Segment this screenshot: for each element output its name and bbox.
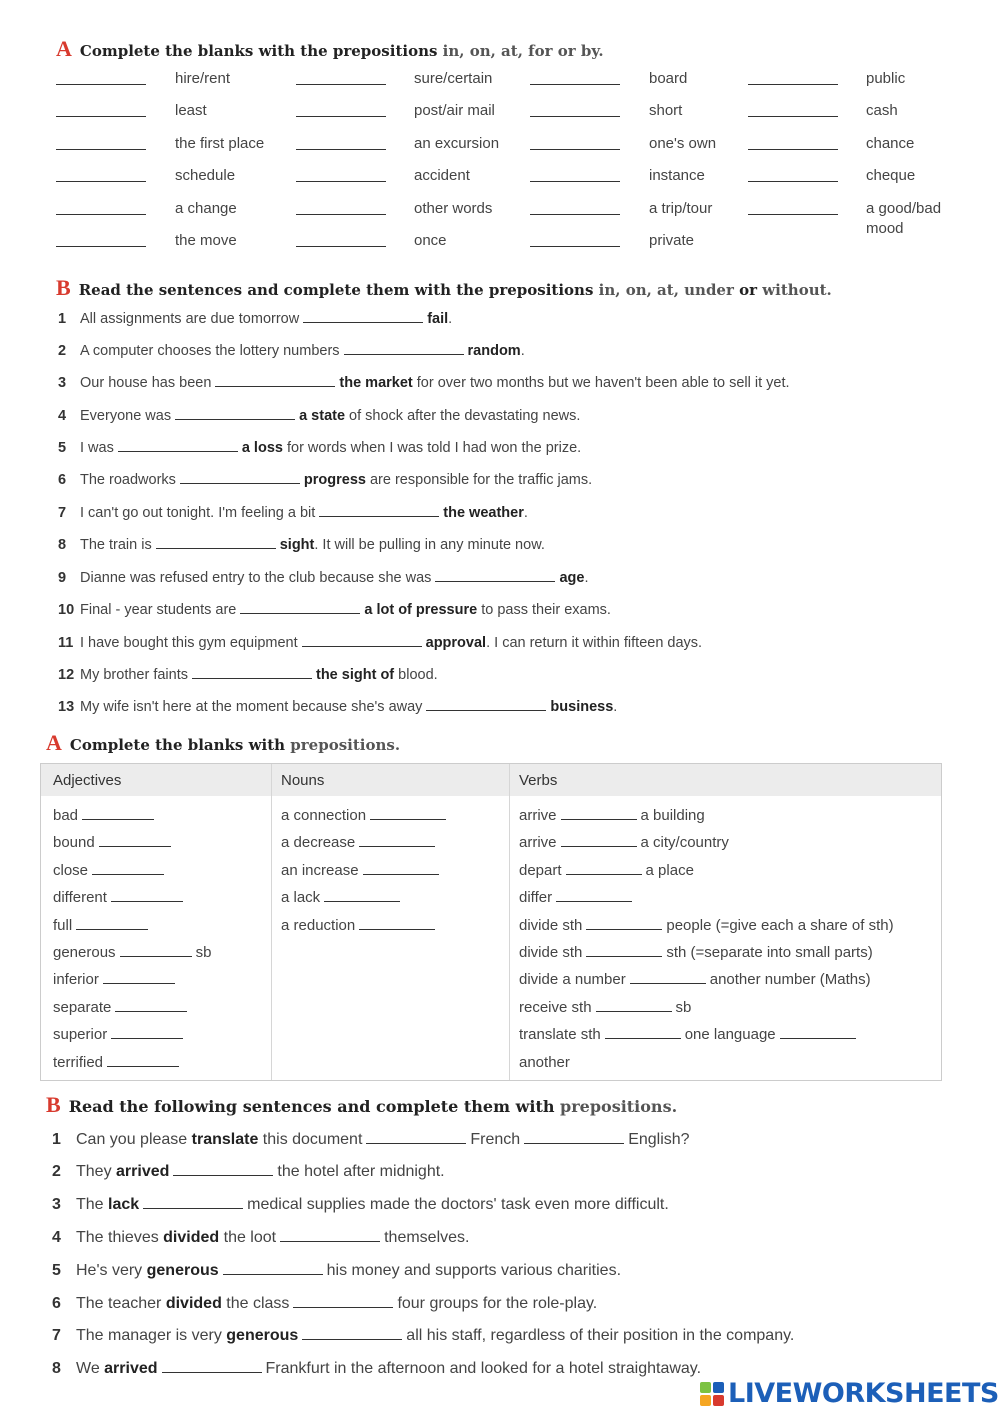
sentence-number: 10 xyxy=(58,602,75,618)
sentence-item xyxy=(58,375,790,391)
sentence-item xyxy=(52,1360,701,1378)
adjective-suffix: sb xyxy=(195,944,212,961)
answer-blank[interactable] xyxy=(156,538,276,549)
phrase-item: a trip/tour xyxy=(649,200,713,217)
section-a1-heading xyxy=(56,36,604,62)
adjective-item xyxy=(53,999,191,1016)
adjective-word: separate xyxy=(53,998,112,1016)
sentence-start: Dianne was refused entry to the club because she was xyxy=(80,570,432,586)
logo-text: LIVEWORKSHEETS xyxy=(728,1378,999,1409)
answer-blank[interactable] xyxy=(561,809,637,820)
sentence-end: . xyxy=(584,570,589,586)
sentence-number: 8 xyxy=(52,1360,61,1377)
answer-blank[interactable] xyxy=(82,809,154,820)
phrase-item: post/air mail xyxy=(414,102,495,119)
section-instructions: Complete the blanks with the prepositions xyxy=(79,42,443,60)
sentence-start: Our house has been xyxy=(80,375,212,391)
answer-blank[interactable] xyxy=(115,1001,187,1012)
phrase-item: cheque xyxy=(866,167,916,184)
sentence-word: French xyxy=(470,1131,521,1148)
sentence-keyword: approval xyxy=(425,635,487,651)
sentence-item xyxy=(58,440,581,456)
sentence-end: . xyxy=(520,343,525,359)
sentence-number: 6 xyxy=(52,1295,61,1312)
section-prepositions: in, on, at, for or by. xyxy=(442,42,604,60)
section-prepositions: in, on, at, under xyxy=(598,281,734,299)
header-adjectives: Adjectives xyxy=(53,772,122,789)
sentence-end: . It will be pulling in any minute now. xyxy=(314,537,545,553)
adjective-word: superior xyxy=(53,1026,108,1044)
adjective-item xyxy=(53,862,168,879)
adjective-item xyxy=(53,889,187,906)
verb-item xyxy=(519,971,871,988)
phrase-item: cash xyxy=(866,102,898,119)
answer-blank[interactable] xyxy=(530,181,620,182)
phrase-item: accident xyxy=(414,167,470,184)
phrase-item: the first place xyxy=(175,135,265,152)
adjective-word: inferior xyxy=(53,971,99,989)
column-divider xyxy=(509,764,510,1080)
answer-blank[interactable] xyxy=(215,376,335,387)
answer-blank[interactable] xyxy=(630,973,706,984)
verb-object: a place xyxy=(645,861,694,879)
verb-phrase: divide a number xyxy=(519,971,626,989)
answer-blank[interactable] xyxy=(748,181,838,182)
answer-blank[interactable] xyxy=(56,214,146,215)
sentence-number: 7 xyxy=(58,505,67,521)
sentence-start: The thieves xyxy=(76,1229,164,1246)
noun-word: a decrease xyxy=(281,834,356,852)
sentence-number: 2 xyxy=(58,343,67,359)
sentence-keyword: age xyxy=(559,570,585,586)
answer-blank[interactable] xyxy=(435,571,555,582)
phrase-item: hire/rent xyxy=(175,70,231,87)
sentence-item xyxy=(58,311,452,327)
answer-blank[interactable] xyxy=(118,441,238,452)
table-header-row xyxy=(41,764,941,796)
sentence-start: They xyxy=(76,1163,117,1180)
answer-blank[interactable] xyxy=(524,1133,624,1144)
answer-blank[interactable] xyxy=(596,1001,672,1012)
adjective-item xyxy=(53,917,152,934)
verb-item xyxy=(519,1026,860,1043)
phrase-item: a change xyxy=(175,200,237,217)
sentence-end: are responsible for the traffic jams. xyxy=(365,472,593,488)
sentence-keyword: a loss xyxy=(241,440,283,456)
phrase-item: least xyxy=(175,102,207,119)
sentence-end: medical supplies made the doctors' task even more difficult. xyxy=(247,1196,669,1213)
verb-item xyxy=(519,862,694,879)
adjective-word: generous xyxy=(53,944,116,961)
section-or: or xyxy=(733,281,763,299)
answer-blank[interactable] xyxy=(302,1329,402,1340)
sentence-end: blood. xyxy=(394,667,438,683)
noun-word: an increase xyxy=(281,861,359,879)
prepositions-table xyxy=(40,763,942,1081)
verb-item xyxy=(519,834,729,851)
sentence-end: of shock after the devastating news. xyxy=(345,408,581,424)
sentence-middle: this document xyxy=(258,1131,363,1148)
sentence-item xyxy=(58,505,528,521)
sentence-start: We xyxy=(76,1360,105,1377)
answer-blank[interactable] xyxy=(56,246,146,247)
answer-blank[interactable] xyxy=(240,603,360,614)
section-prepositions-last: without. xyxy=(762,281,832,299)
answer-blank[interactable] xyxy=(530,214,620,215)
section-prepositions: prepositions. xyxy=(290,736,401,754)
phrase-item: short xyxy=(649,102,683,119)
sentence-item xyxy=(52,1229,469,1247)
answer-blank[interactable] xyxy=(530,246,620,247)
answer-blank[interactable] xyxy=(748,116,838,117)
answer-blank[interactable] xyxy=(748,214,838,215)
sentence-item xyxy=(58,635,702,651)
answer-blank[interactable] xyxy=(296,149,386,150)
sentence-start: He's very xyxy=(76,1262,147,1279)
adjective-word: close xyxy=(53,861,89,879)
sentence-keyword: divided xyxy=(165,1295,222,1312)
sentence-keyword: generous xyxy=(226,1327,299,1344)
sentence-end: his money and supports various charities. xyxy=(326,1262,622,1279)
section-b2-heading xyxy=(46,1092,677,1118)
answer-blank[interactable] xyxy=(530,84,620,85)
verb-phrase: differ xyxy=(519,889,553,907)
answer-blank[interactable] xyxy=(366,1133,466,1144)
verb-object: another number (Maths) xyxy=(709,971,871,989)
sentence-start: The manager is very xyxy=(76,1327,227,1344)
sentence-keyword: arrived xyxy=(104,1360,158,1377)
answer-blank[interactable] xyxy=(748,149,838,150)
sentence-end: to pass their exams. xyxy=(477,602,611,618)
verb-phrase: depart xyxy=(519,861,562,879)
phrase-item: sure/certain xyxy=(414,70,493,87)
answer-blank[interactable] xyxy=(107,1056,179,1067)
sentence-end: . xyxy=(613,699,618,715)
sentence-keyword: business xyxy=(550,699,614,715)
phrase-item: instance xyxy=(649,167,705,184)
phrase-item: the move xyxy=(175,232,237,249)
sentence-keyword: lack xyxy=(108,1196,140,1213)
sentence-start: The xyxy=(76,1196,109,1213)
section-b1-heading xyxy=(56,275,832,301)
verb-object: one language xyxy=(684,1026,776,1044)
sentence-end: . xyxy=(448,311,453,327)
noun-item xyxy=(281,917,439,934)
sentence-item xyxy=(52,1131,690,1149)
noun-item xyxy=(281,834,439,851)
adjective-word: terrified xyxy=(53,1053,104,1071)
sentence-start: Everyone was xyxy=(80,408,172,424)
verb-object: sb xyxy=(675,998,692,1016)
section-a2-heading xyxy=(46,730,400,756)
sentence-item xyxy=(58,602,611,618)
adjective-word: different xyxy=(53,889,107,907)
sentence-end: the hotel after midnight. xyxy=(277,1163,445,1180)
section-letter: A xyxy=(46,730,62,755)
answer-blank[interactable] xyxy=(344,344,464,355)
answer-blank[interactable] xyxy=(296,116,386,117)
sentence-number: 7 xyxy=(52,1327,61,1344)
sentence-keyword: generous xyxy=(146,1262,219,1279)
answer-blank[interactable] xyxy=(605,1028,681,1039)
sentence-item xyxy=(58,667,438,683)
sentence-number: 5 xyxy=(52,1262,61,1279)
sentence-item xyxy=(58,570,588,586)
answer-blank[interactable] xyxy=(296,84,386,85)
noun-item xyxy=(281,807,450,824)
sentence-keyword: fail xyxy=(427,311,449,327)
phrase-item: board xyxy=(649,70,688,87)
sentence-keyword: the market xyxy=(339,375,413,391)
answer-blank[interactable] xyxy=(143,1198,243,1209)
sentence-keyword: a state xyxy=(299,408,346,424)
phrase-item: chance xyxy=(866,135,915,152)
verb-phrase: arrive xyxy=(519,807,557,824)
answer-blank[interactable] xyxy=(180,473,300,484)
verb-item xyxy=(519,1054,570,1071)
verb-item xyxy=(519,944,873,961)
sentence-start: I was xyxy=(80,440,114,456)
sentence-number: 12 xyxy=(58,667,75,683)
sentence-end: Frankfurt in the afternoon and looked for a hotel straightaway. xyxy=(265,1360,702,1377)
answer-blank[interactable] xyxy=(92,864,164,875)
liveworksheets-logo xyxy=(700,1378,999,1409)
answer-blank[interactable] xyxy=(56,181,146,182)
answer-blank[interactable] xyxy=(296,181,386,182)
answer-blank[interactable] xyxy=(780,1028,856,1039)
adjective-item xyxy=(53,834,175,851)
adjective-word: full xyxy=(53,916,73,934)
verb-phrase: another xyxy=(519,1053,570,1071)
verb-phrase: translate sth xyxy=(519,1026,601,1044)
verb-item xyxy=(519,999,691,1016)
header-verbs: Verbs xyxy=(519,772,558,789)
sentence-start: The train is xyxy=(80,537,152,553)
phrase-item: private xyxy=(649,232,695,249)
sentence-item xyxy=(52,1163,445,1181)
sentence-start: Final - year students are xyxy=(80,602,237,618)
adjective-word: bound xyxy=(53,834,95,852)
section-letter: B xyxy=(46,1092,61,1117)
sentence-item xyxy=(58,472,592,488)
phrase-item: once xyxy=(414,232,447,249)
sentence-number: 3 xyxy=(52,1196,61,1213)
sentence-start: My brother faints xyxy=(80,667,188,683)
noun-word: a reduction xyxy=(281,916,356,934)
sentence-number: 13 xyxy=(58,699,75,715)
noun-item xyxy=(281,889,404,906)
adjective-item xyxy=(53,971,179,988)
phrase-item: public xyxy=(866,70,906,87)
phrase-item: a good/bad xyxy=(866,200,942,217)
answer-blank[interactable] xyxy=(76,919,148,930)
answer-blank[interactable] xyxy=(192,668,312,679)
answer-blank[interactable] xyxy=(103,973,175,984)
sentence-number: 3 xyxy=(58,375,67,391)
answer-blank[interactable] xyxy=(56,84,146,85)
answer-blank[interactable] xyxy=(561,836,637,847)
sentence-start: A computer chooses the lottery numbers xyxy=(80,343,340,359)
sentence-keyword: the sight of xyxy=(316,667,395,683)
answer-blank[interactable] xyxy=(303,312,423,323)
logo-mark-icon xyxy=(700,1382,724,1406)
sentence-start: My wife isn't here at the moment because she's away xyxy=(80,699,423,715)
answer-blank[interactable] xyxy=(530,116,620,117)
answer-blank[interactable] xyxy=(223,1264,323,1275)
sentence-keyword: divided xyxy=(163,1229,220,1246)
sentence-end: for over two months but we haven't been able to sell it yet. xyxy=(412,375,790,391)
sentence-start: The roadworks xyxy=(80,472,176,488)
sentence-number: 8 xyxy=(58,537,67,553)
adjective-item xyxy=(53,944,211,961)
sentence-item xyxy=(52,1196,669,1214)
noun-item xyxy=(281,862,443,879)
sentence-item xyxy=(52,1262,621,1280)
answer-blank[interactable] xyxy=(296,246,386,247)
verb-phrase: arrive xyxy=(519,834,557,852)
sentence-keyword: random xyxy=(467,343,521,359)
phrase-item: one's own xyxy=(649,135,717,152)
answer-blank[interactable] xyxy=(162,1362,262,1373)
answer-blank[interactable] xyxy=(56,116,146,117)
verb-object: sth (=separate into small parts) xyxy=(666,944,873,961)
section-prepositions: prepositions. xyxy=(560,1097,678,1116)
answer-blank[interactable] xyxy=(293,1297,393,1308)
answer-blank[interactable] xyxy=(530,149,620,150)
sentence-keyword: sight xyxy=(279,537,315,553)
answer-blank[interactable] xyxy=(302,636,422,647)
sentence-number: 2 xyxy=(52,1163,61,1180)
answer-blank[interactable] xyxy=(363,864,439,875)
verb-object: people (=give each a share of sth) xyxy=(666,916,894,934)
answer-blank[interactable] xyxy=(111,891,183,902)
phrase-item: schedule xyxy=(175,167,236,184)
sentence-keyword: progress xyxy=(303,472,366,488)
verb-item xyxy=(519,807,705,824)
sentence-item xyxy=(58,343,525,359)
section-letter: B xyxy=(56,275,71,300)
sentence-number: 4 xyxy=(58,408,67,424)
sentence-number: 9 xyxy=(58,570,67,586)
sentence-end: themselves. xyxy=(384,1229,470,1246)
sentence-number: 6 xyxy=(58,472,67,488)
sentence-start: Can you please xyxy=(76,1131,192,1148)
answer-blank[interactable] xyxy=(586,919,662,930)
sentence-end: four groups for the role-play. xyxy=(397,1295,598,1312)
section-instructions: Complete the blanks with xyxy=(69,736,291,754)
section-instructions: Read the following sentences and complete them with xyxy=(68,1097,561,1116)
sentence-end: . I can return it within fifteen days. xyxy=(486,635,703,651)
adjective-item xyxy=(53,1054,183,1071)
sentence-end: for words when I was told I had won the prize. xyxy=(282,440,582,456)
answer-blank[interactable] xyxy=(319,506,439,517)
sentence-start: I can't go out tonight. I'm feeling a bit xyxy=(80,505,316,521)
verb-phrase: receive sth xyxy=(519,998,592,1016)
sentence-start: All assignments are due tomorrow xyxy=(80,311,300,327)
header-nouns: Nouns xyxy=(281,772,325,789)
answer-blank[interactable] xyxy=(111,1028,183,1039)
verb-item xyxy=(519,889,636,906)
column-divider xyxy=(271,764,272,1080)
sentence-number: 1 xyxy=(52,1131,61,1148)
answer-blank[interactable] xyxy=(56,149,146,150)
phrase-item: mood xyxy=(866,220,904,237)
sentence-middle: the class xyxy=(221,1295,290,1312)
sentence-item xyxy=(58,699,617,715)
sentence-number: 1 xyxy=(58,311,67,327)
adjective-word: bad xyxy=(53,807,79,824)
sentence-end: all his staff, regardless of their position in the company. xyxy=(406,1327,795,1344)
answer-blank[interactable] xyxy=(426,700,546,711)
phrase-item: other words xyxy=(414,200,493,217)
answer-blank[interactable] xyxy=(359,836,435,847)
verb-object: a city/country xyxy=(640,834,729,852)
section-instructions: Read the sentences and complete them with the prepositions xyxy=(78,281,599,299)
noun-word: a connection xyxy=(281,807,367,824)
sentence-item xyxy=(52,1295,597,1313)
answer-blank[interactable] xyxy=(324,891,400,902)
sentence-middle: the loot xyxy=(219,1229,277,1246)
sentence-keyword: arrived xyxy=(116,1163,170,1180)
verb-item xyxy=(519,917,894,934)
sentence-number: 11 xyxy=(58,635,74,651)
sentence-item xyxy=(58,408,580,424)
answer-blank[interactable] xyxy=(370,809,446,820)
sentence-keyword: translate xyxy=(191,1131,259,1148)
section-letter: A xyxy=(56,36,72,61)
answer-blank[interactable] xyxy=(556,891,632,902)
adjective-item xyxy=(53,1026,187,1043)
sentence-keyword: the weather xyxy=(443,505,524,521)
sentence-number: 5 xyxy=(58,440,67,456)
answer-blank[interactable] xyxy=(280,1231,380,1242)
sentence-end: English? xyxy=(628,1131,690,1148)
verb-object: a building xyxy=(640,807,705,824)
answer-blank[interactable] xyxy=(586,946,662,957)
sentence-keyword: a lot of pressure xyxy=(364,602,478,618)
answer-blank[interactable] xyxy=(173,1165,273,1176)
noun-word: a lack xyxy=(281,889,321,907)
verb-phrase: divide sth xyxy=(519,944,583,961)
answer-blank[interactable] xyxy=(566,864,642,875)
sentence-number: 4 xyxy=(52,1229,61,1246)
answer-blank[interactable] xyxy=(748,84,838,85)
sentence-start: I have bought this gym equipment xyxy=(80,635,298,651)
answer-blank[interactable] xyxy=(99,836,171,847)
sentence-end: . xyxy=(523,505,528,521)
phrase-item: an excursion xyxy=(414,135,500,152)
answer-blank[interactable] xyxy=(359,919,435,930)
answer-blank[interactable] xyxy=(120,946,192,957)
sentence-start: The teacher xyxy=(76,1295,166,1312)
sentence-item xyxy=(58,537,545,553)
adjective-item xyxy=(53,807,158,824)
sentence-item xyxy=(52,1327,794,1345)
answer-blank[interactable] xyxy=(175,409,295,420)
answer-blank[interactable] xyxy=(296,214,386,215)
verb-phrase: divide sth xyxy=(519,916,583,934)
